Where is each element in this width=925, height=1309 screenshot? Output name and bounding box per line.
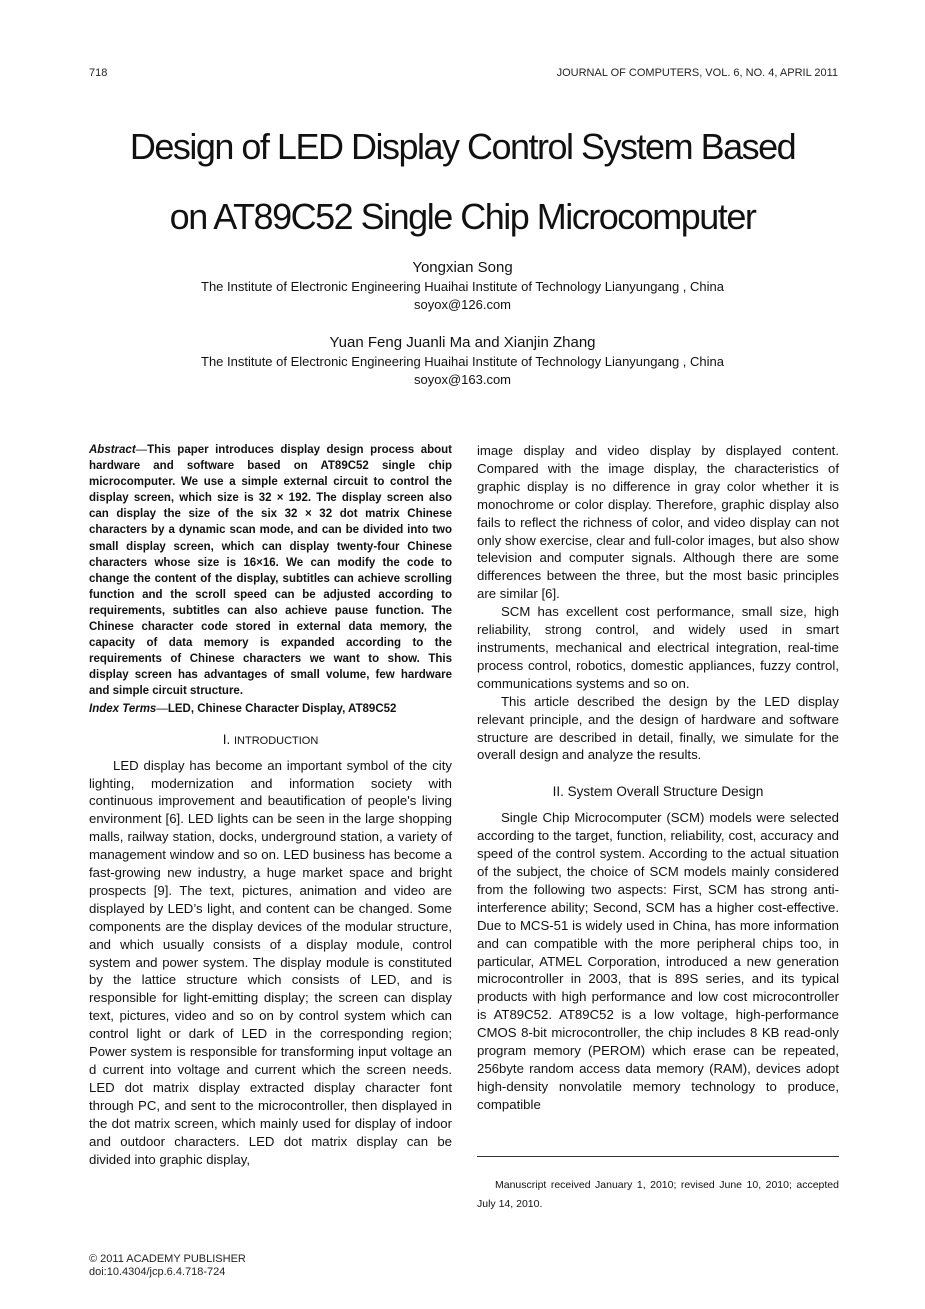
- author-name-2: Yuan Feng Juanli Ma and Xianjin Zhang: [329, 334, 596, 351]
- author-name-1: Yongxian Song: [412, 259, 513, 276]
- author-affiliation-1: The Institute of Electronic Engineering Huaihai Institute of Technology Lianyungang , China: [201, 279, 724, 294]
- abstract-label: Abstract: [89, 444, 136, 456]
- index-terms-label: Index Terms: [89, 702, 157, 715]
- author-email-2: soyox@163.com: [413, 372, 512, 387]
- footnote-text: Manuscript received January 1, 2010; revised June 10, 2010; accepted July 14, 2010.: [477, 1179, 839, 1210]
- index-terms: [89, 701, 452, 717]
- copyright: © 2011 ACADEMY PUBLISHER: [89, 1253, 246, 1265]
- journal-header: JOURNAL OF COMPUTERS, VOL. 6, NO. 4, APRIL 2011: [556, 67, 838, 79]
- section-2-body: [477, 809, 839, 1113]
- intro-paragraph-continued: image display and video display by displayed content. Compared with the image display, the characteristics of graphic display is no difference in gray color whether it is monochrome or color display. Therefore, graphic display also fails to reflect the richness of color, and video display can not only show exercise, clear and full-color images, but also show television and computer signals. Although there are some differences between the three, but the most basic principles are similar [6].: [477, 443, 839, 602]
- intro-paragraph: LED display has become an important symbol of the city lighting, modernization and information society with continuous improvement and beautification of people's living environment [6]. LED lights can be seen in the large shopping malls, railway station, docks, underground station, a variety of management window and so on. LED business has become a fast-growing new industry, a huge market space and bright prospects [9]. The text, pictures, animation and video are displayed by LED’s light, and content can be changed. Some components are the display devices of the modular structure, and which usually consists of a display module, control system and power system. The display module is constituted by the lattice structure which consists of LED, and is responsible for light-emitting display; the screen can display text, pictures, video and so on by control system which can control light or dark of LED in the corresponding region; Power system is responsible for transforming input voltage an d current into voltage and current which the screen needs. LED dot matrix display extracted display character font through PC, and sent to the microcontroller, then displayed in the dot matrix screen, which mainly used for display of indoor and outdoor characters. LED dot matrix display can be divided into graphic display,: [89, 757, 452, 1167]
- scm-paragraph: SCM has excellent cost performance, small size, high reliability, strong control, and widely used in smart instruments, mechanical and electrical integration, real-time process control, robotics, domestic appliances, fuzzy control, communications systems and so on.: [477, 604, 839, 691]
- author-affiliation-2: The Institute of Electronic Engineering Huaihai Institute of Technology Lianyungang , China: [201, 354, 724, 369]
- index-terms-text: LED, Chinese Character Display, AT89C52: [167, 702, 397, 715]
- right-column: [477, 442, 839, 1114]
- section-1-numeral: I.: [222, 731, 234, 747]
- index-terms-dash: —: [156, 702, 168, 715]
- section-1-continued: [477, 442, 839, 764]
- section-1-body: [89, 757, 452, 1169]
- section-2-heading: II. System Overall Structure Design: [552, 784, 764, 800]
- section-2-paragraph: Single Chip Microcomputer (SCM) models were selected according to the target, function, reliability, cost, accuracy and speed of the control system. According to the actual situation of the subject, the choice of SCM models mainly considered from the following two aspects: First, SCM has strong anti-interference ability; Second, SCM has a higher cost-effective. Due to MCS-51 is widely used in China, has more information and can compatible with the more peripheral chips too, in particular, ATMEL Corporation, introduced a new generation microcontroller in 2003, that is 89S series, and its typical products with high performance and low cost microcontroller is AT89C52. AT89C52 is a low voltage, high-performance CMOS 8-bit microcontroller, the chip includes 8 KB read-only program memory (PEROM) which erase can be repeated, 256byte random access data memory (RAM), devices adopt high-density nonvolatile memory technology to produce, compatible: [477, 810, 839, 1112]
- author-email-1: soyox@126.com: [413, 297, 512, 312]
- abstract-text: This paper introduces display design process about hardware and software based on AT89C52 single chip microcomputer. We use a simple external circuit to control the display screen, which size is 32 × 192. The display screen also can display the size of the six 32 × 32 dot matrix Chinese characters by a dynamic scan mode, and can be divided into two small display screen, which can display twenty-four Chinese characters whose size is 16×16. We can modify the code to change the content of the display, subtitles can achieve scrolling function and the scroll speed can be adjusted according to requirements, subtitles can also achieve pause function. The Chinese character code stored in external data memory, the capacity of data memory is expanded according to the requirements of Chinese characters we want to show. This display screen has advantages of small volume, few hardware and simple circuit structure.: [89, 444, 452, 698]
- article-paragraph: This article described the design by the LED display relevant principle, and the design of hardware and software structure are described in detail, finally, we simulate for the overall design and analyze the results.: [477, 693, 839, 763]
- paper-title-line-1: Design of LED Display Control System Based: [129, 126, 796, 167]
- doi: doi:10.4304/jcp.6.4.718-724: [89, 1266, 226, 1278]
- footnote: [477, 1176, 839, 1214]
- footnote-rule: [477, 1156, 839, 1157]
- left-column: [89, 442, 452, 1168]
- section-1-heading: [89, 732, 452, 747]
- page-number: 718: [89, 67, 108, 79]
- abstract-dash: —: [135, 444, 148, 456]
- abstract: [89, 442, 452, 700]
- section-1-title: INTRODUCTION: [233, 734, 319, 747]
- paper-title-line-2: on AT89C52 Single Chip Microcomputer: [169, 196, 756, 237]
